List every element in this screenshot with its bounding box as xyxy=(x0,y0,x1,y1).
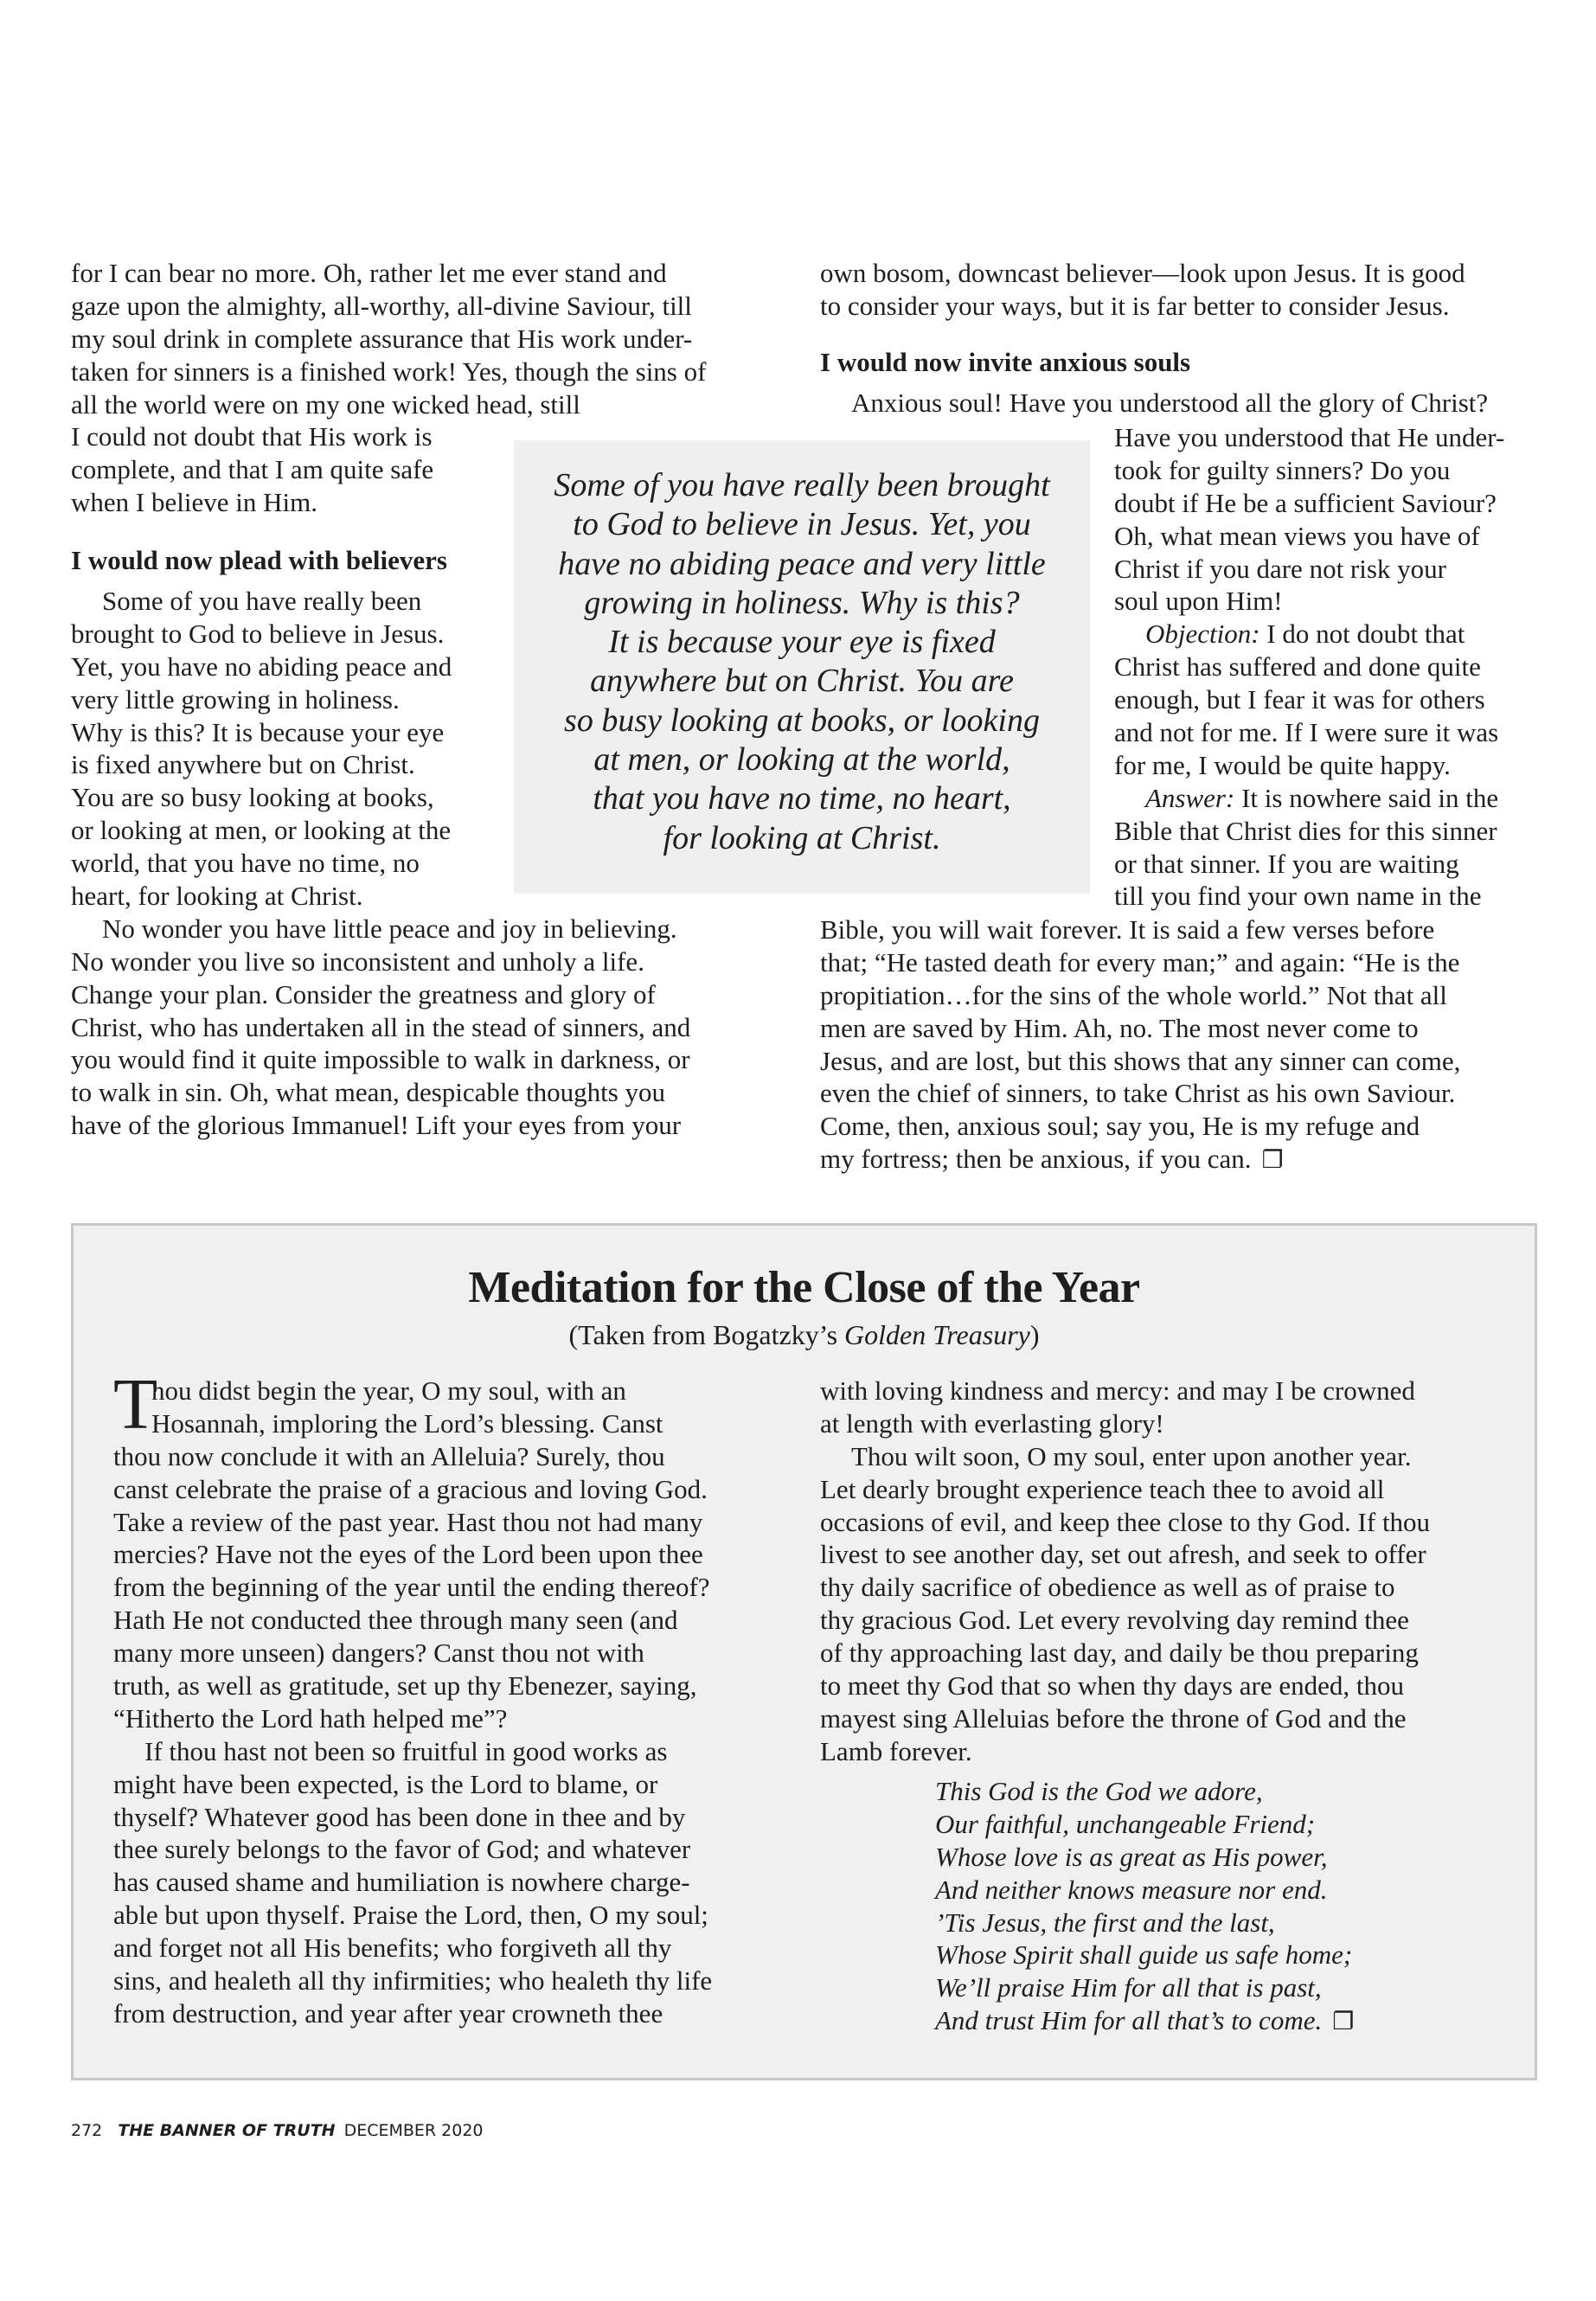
magazine-name: THE BANNER OF TRUTH xyxy=(118,2121,336,2140)
text-line xyxy=(820,387,1488,420)
text-line: Take a review of the past year. Hast thou not had many xyxy=(113,1506,703,1537)
right-column-anxious-narrow xyxy=(1114,421,1504,913)
text-line: for me, I would be quite happy. xyxy=(1114,749,1451,780)
text-line xyxy=(820,1143,1460,1176)
text-line: my soul drink in complete assurance that His work under- xyxy=(71,323,693,354)
text-line: to God to believe in Jesus. Yet, you xyxy=(573,506,1031,543)
text-line: that you have no time, no heart, xyxy=(593,780,1011,817)
text-line: at men, or looking at the world, xyxy=(593,741,1010,779)
text-line: so busy looking at books, or looking xyxy=(564,702,1040,739)
subtitle-book-title: Golden Treasury xyxy=(844,1319,1030,1350)
text-line: to meet thy God that so when thy days are ended, thou xyxy=(820,1670,1404,1702)
text-line: own bosom, downcast believer—look upon Jesus. It is good xyxy=(820,258,1465,288)
text-line: doubt if He be a sufficient Saviour? xyxy=(1114,487,1497,518)
text-line: Christ has suffered and done quite xyxy=(1114,651,1481,683)
text-line: is fixed anywhere but on Christ. xyxy=(71,749,415,780)
text-line: thy gracious God. Let every revolving day remind thee xyxy=(820,1605,1409,1636)
text-line: complete, and that I am quite safe xyxy=(71,454,434,485)
text-line: to consider your ways, but it is far better to consider Jesus. xyxy=(820,290,1450,321)
text-line: occasions of evil, and keep thee close to thy God. If thou xyxy=(820,1506,1431,1537)
right-column-intro xyxy=(820,257,1465,323)
text-line: Whose Spirit shall guide us safe home; xyxy=(935,1939,1353,1971)
text-line: for looking at Christ. xyxy=(663,819,941,856)
line-text: If thou hast not been so fruitful in good works as xyxy=(144,1735,668,1766)
text-line: Jesus, and are lost, but this shows that any sinner can come, xyxy=(820,1045,1461,1076)
text-line: from the beginning of the year until the ending thereof? xyxy=(113,1572,710,1603)
text-line: have no abiding peace and very little xyxy=(558,545,1046,582)
text-line: might have been expected, is the Lord to blame, or xyxy=(113,1768,658,1799)
text-line: at length with everlasting glory! xyxy=(820,1407,1164,1439)
heading-invite-anxious-souls: I would now invite anxious souls xyxy=(820,347,1191,377)
text-line: Yet, you have no abiding peace and xyxy=(71,651,452,682)
text-line: able but upon thyself. Praise the Lord, then, O my soul; xyxy=(113,1900,708,1931)
line-text: And trust Him for all that’s to come. xyxy=(935,2005,1323,2036)
text-line: Bible, you will wait forever. It is said a few verses before xyxy=(820,914,1435,945)
text-line xyxy=(71,913,690,945)
text-line: Bible that Christ dies for this sinner xyxy=(1114,815,1497,846)
text-line: even the chief of sinners, to take Christ as his own Saviour. xyxy=(820,1078,1456,1109)
text-line: We’ll praise Him for all that is past, xyxy=(935,1972,1322,2003)
text-line xyxy=(1114,782,1504,815)
text-line: sins, and healeth all thy infirmities; who healeth thy life xyxy=(113,1965,713,1997)
text-line: gaze upon the almighty, all-worthy, all-divine Saviour, till xyxy=(71,290,692,321)
text-line: Whose love is as great as His power, xyxy=(935,1841,1328,1872)
text-line: to walk in sin. Oh, what mean, despicable thoughts you xyxy=(71,1077,666,1108)
meditation-poem xyxy=(935,1775,1354,2037)
text-line: from destruction, and year after year crowneth thee xyxy=(113,1997,663,2029)
text-line: “Hitherto the Lord hath helped me”? xyxy=(113,1702,508,1734)
text-line: heart, for looking at Christ. xyxy=(71,881,363,912)
heading-plead-with-believers: I would now plead with believers xyxy=(71,545,447,575)
text-line: mayest sing Alleluias before the throne of God and the xyxy=(820,1702,1407,1734)
text-line: Have you understood that He under- xyxy=(1114,422,1505,452)
page-number: 272 xyxy=(71,2121,103,2140)
text-line: many more unseen) dangers? Canst thou not with xyxy=(113,1638,644,1669)
text-line xyxy=(935,2004,1354,2037)
text-line: No wonder you live so inconsistent and unholy a life. xyxy=(71,945,644,977)
text-line xyxy=(1114,618,1504,651)
text-line: men are saved by Him. Ah, no. The most never come to xyxy=(820,1012,1419,1043)
text-line: thou now conclude it with an Alleluia? Surely, thou xyxy=(113,1440,665,1471)
text-line: thy daily sacrifice of obedience as well as of praise to xyxy=(820,1572,1395,1603)
text-line: enough, but I fear it was for others xyxy=(1114,684,1485,715)
meditation-left-column xyxy=(113,1375,712,2030)
text-line: Oh, what mean views you have of xyxy=(1114,520,1480,551)
text-line: took for guilty sinners? Do you xyxy=(1114,454,1451,485)
text-line: till you find your own name in the xyxy=(1114,881,1482,912)
text-line xyxy=(113,1375,712,1407)
text-line: all the world were on my one wicked head, still xyxy=(71,388,580,420)
text-line: This God is the God we adore, xyxy=(935,1776,1263,1806)
text-line: when I believe in Him. xyxy=(71,487,317,518)
text-line: brought to God to believe in Jesus. xyxy=(71,618,445,649)
text-line: taken for sinners is a finished work! Yes, though the sins of xyxy=(71,356,707,387)
text-line: with loving kindness and mercy: and may I be crowned xyxy=(820,1375,1415,1406)
text-line: You are so busy looking at books, xyxy=(71,782,434,813)
line-text: Some of you have really been xyxy=(102,586,422,616)
text-line: thee surely belongs to the favor of God; and whatever xyxy=(113,1834,691,1865)
right-column-anxious-first xyxy=(820,387,1488,420)
meditation-title: Meditation for the Close of the Year xyxy=(468,1263,1140,1312)
text-line xyxy=(820,1440,1430,1473)
pull-quote xyxy=(514,440,1090,894)
text-line: mercies? Have not the eyes of the Lord been upon thee xyxy=(113,1539,703,1570)
text-line: Why is this? It is because your eye xyxy=(71,716,445,747)
line-text: It is nowhere said in the xyxy=(1234,782,1499,813)
text-line: Change your plan. Consider the greatness and glory of xyxy=(71,978,656,1009)
text-line xyxy=(113,1407,712,1440)
text-line: Hath He not conducted thee through many seen (and xyxy=(113,1605,678,1636)
text-line: Some of you have really been brought xyxy=(554,467,1050,503)
text-line: Come, then, anxious soul; say you, He is my refuge and xyxy=(820,1111,1420,1142)
subtitle-close: ) xyxy=(1029,1319,1040,1350)
meditation-right-column xyxy=(820,1375,1430,1768)
text-line: I could not doubt that His work is xyxy=(71,421,433,452)
end-mark-icon: ❐ xyxy=(1261,1147,1284,1175)
text-line: of thy approaching last day, and daily be thou preparing xyxy=(820,1638,1419,1669)
pull-quote-text xyxy=(514,466,1090,858)
text-line: you would find it quite impossible to walk in darkness, or xyxy=(71,1044,690,1075)
text-line: canst celebrate the praise of a gracious and loving God. xyxy=(113,1473,708,1504)
issue-date: DECEMBER 2020 xyxy=(343,2121,484,2140)
text-line: very little growing in holiness. xyxy=(71,683,400,715)
text-line: Let dearly brought experience teach thee to avoid all xyxy=(820,1473,1385,1504)
line-text: Hosannah, imploring the Lord’s blessing. Canst xyxy=(151,1407,663,1439)
line-text: my fortress; then be anxious, if you can. xyxy=(820,1144,1252,1175)
text-line: for I can bear no more. Oh, rather let me ever stand and xyxy=(71,258,667,288)
text-line: has caused shame and humiliation is nowhere charge- xyxy=(113,1867,690,1898)
text-line: thyself? Whatever good has been done in thee and by xyxy=(113,1801,686,1832)
text-line: growing in holiness. Why is this? xyxy=(584,584,1020,621)
text-line: Christ if you dare not risk your xyxy=(1114,553,1447,584)
page-footer xyxy=(71,2121,484,2140)
italic-lead: Objection: xyxy=(1145,619,1260,650)
text-line: and forget not all His benefits; who forgiveth all thy xyxy=(113,1932,672,1964)
text-line: have of the glorious Immanuel! Lift your eyes from your xyxy=(71,1110,682,1141)
text-line: or looking at men, or looking at the xyxy=(71,815,452,846)
text-line: And neither knows measure nor end. xyxy=(935,1874,1328,1905)
line-text: Thou wilt soon, O my soul, enter upon another year. xyxy=(851,1440,1412,1471)
italic-lead: Answer: xyxy=(1145,782,1235,813)
text-line: It is because your eye is fixed xyxy=(608,624,996,661)
text-line xyxy=(113,1735,712,1768)
end-mark-icon: ❐ xyxy=(1332,2009,1355,2036)
text-line: anywhere but on Christ. You are xyxy=(590,663,1014,700)
text-line: and not for me. If I were sure it was xyxy=(1114,717,1499,748)
text-line: Our faithful, unchangeable Friend; xyxy=(935,1808,1316,1839)
line-text: No wonder you have little peace and joy in believing. xyxy=(102,913,677,944)
line-text: hou didst begin the year, O my soul, with an xyxy=(151,1375,626,1406)
text-line: truth, as well as gratitude, set up thy Ebenezer, saying, xyxy=(113,1670,697,1702)
drop-cap: T xyxy=(113,1364,158,1445)
text-line: Christ, who has undertaken all in the stead of sinners, and xyxy=(71,1011,691,1042)
text-line: world, that you have no time, no xyxy=(71,848,420,879)
line-text: I do not doubt that xyxy=(1259,619,1465,650)
line-text: Anxious soul! Have you understood all the glory of Christ? xyxy=(851,388,1489,418)
text-line: soul upon Him! xyxy=(1114,586,1283,617)
text-line: Lamb forever. xyxy=(820,1735,972,1766)
text-line: or that sinner. If you are waiting xyxy=(1114,848,1459,879)
text-line: ’Tis Jesus, the first and the last, xyxy=(935,1907,1275,1938)
text-line: propitiation…for the sins of the whole world.” Not that all xyxy=(820,979,1447,1010)
meditation-subtitle xyxy=(74,1319,1535,1351)
text-line: that; “He tasted death for every man;” and again: “He is the xyxy=(820,946,1460,977)
subtitle-text: (Taken from Bogatzky’s xyxy=(568,1319,845,1350)
right-column-anxious-wide xyxy=(820,913,1460,1176)
text-line: livest to see another day, set out afresh, and seek to offer xyxy=(820,1539,1426,1570)
